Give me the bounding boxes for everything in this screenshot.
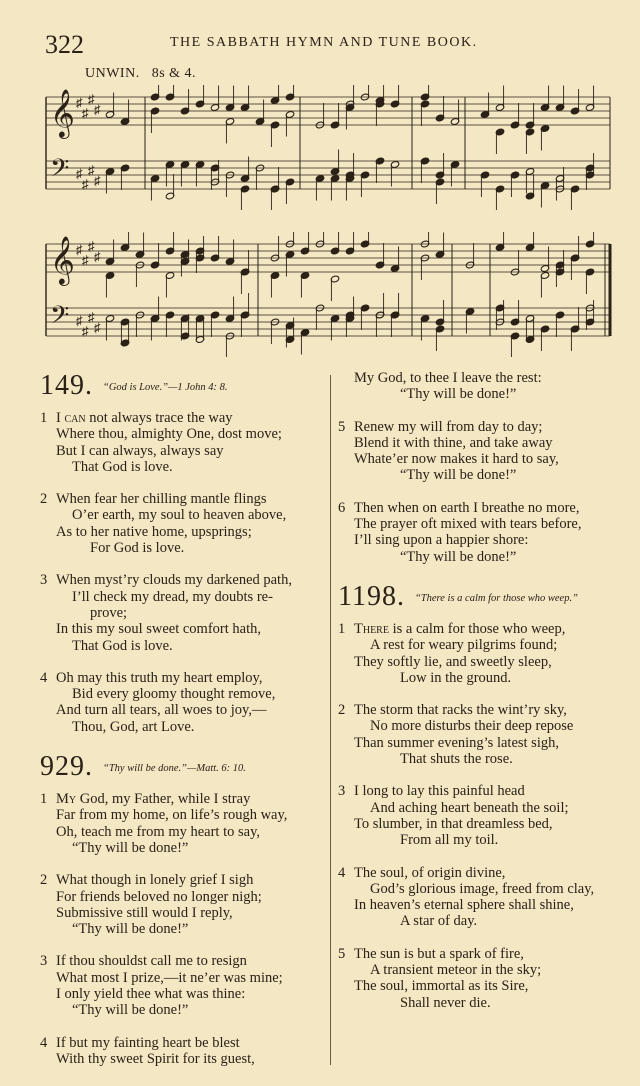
svg-text:♯: ♯ (76, 95, 83, 110)
svg-text:♯: ♯ (88, 309, 95, 325)
verse-text: For God is love. (90, 540, 185, 557)
verse-text: And turn all tears, all woes to joy,— (56, 702, 267, 719)
verse-number: 1 (338, 620, 346, 637)
verse-line (338, 702, 613, 718)
verse-line (40, 889, 325, 905)
svg-text:♯: ♯ (82, 252, 89, 268)
verse-line (40, 953, 325, 969)
verse-line (40, 905, 325, 921)
verse-number: 5 (338, 945, 346, 962)
verse-text: The storm that racks the wint’ry sky, (354, 702, 567, 719)
verse-line (40, 1035, 325, 1051)
verse-text: Far from my home, on life’s rough way, (56, 807, 288, 824)
verse-text: “Thy will be done!” (400, 548, 517, 565)
verse-line (338, 386, 613, 402)
verse-line (338, 621, 613, 637)
verse-line (338, 978, 613, 994)
page-number: 322 (45, 30, 84, 59)
verse-line (338, 654, 613, 670)
verse-number: 2 (40, 872, 48, 889)
verse-number: 6 (338, 499, 346, 516)
stanza (40, 670, 325, 735)
verse-text: That God is love. (72, 458, 173, 475)
verse-text: Oh may this truth my heart employ, (56, 669, 263, 686)
stanza (338, 702, 613, 767)
verse-line (40, 459, 325, 475)
svg-text:♯: ♯ (94, 320, 101, 335)
svg-text:♯: ♯ (82, 176, 89, 192)
verse-line (40, 605, 325, 621)
verse-line (338, 532, 613, 548)
verse-line (40, 686, 325, 702)
verse-text: Blend it with thine, and take away (354, 434, 553, 451)
verse-line (338, 735, 613, 751)
verse-line (338, 946, 613, 962)
verse-line (40, 507, 325, 523)
hymn-reference: “God is Love.”—1 John 4: 8. (103, 382, 228, 393)
verse-text: Low in the ground. (400, 669, 512, 686)
verse-line (40, 970, 325, 986)
column-divider (330, 375, 331, 1065)
verse-text: The sun is but a spark of fire, (354, 945, 524, 962)
svg-text:♯: ♯ (94, 102, 101, 117)
svg-text:𝄢: 𝄢 (50, 154, 70, 189)
verse-line (40, 791, 325, 807)
verse-line (338, 467, 613, 483)
verse-text: Submissive still would I reply, (56, 904, 233, 921)
svg-text:♯: ♯ (76, 313, 83, 328)
verse-text: What though in lonely grief I sigh (56, 872, 254, 889)
verse-line (40, 702, 325, 718)
verse-line (40, 426, 325, 442)
hymn-number: 929. (40, 751, 93, 783)
verse-text: God, my Father, while I stray (76, 791, 251, 808)
verse-text: I’ll sing upon a happier shore: (354, 532, 529, 549)
verse-text: Thou, God, art Love. (72, 718, 195, 735)
verse-text: I’ll check my dread, my doubts re- (72, 588, 273, 605)
svg-text:♯: ♯ (88, 238, 95, 254)
stanza-continuation (338, 370, 613, 403)
left-column (40, 370, 325, 1083)
verse-text: The soul, immortal as its Sire, (354, 978, 529, 995)
verse-text: To slumber, in that dreamless bed, (354, 815, 553, 832)
verse-line (40, 1051, 325, 1067)
verse-number: 4 (40, 1034, 48, 1051)
verse-text: In heaven’s eternal sphere shall shine, (354, 897, 574, 914)
verse-number: 2 (40, 491, 48, 508)
verse-number: 4 (40, 669, 48, 686)
music-score-system-2 (40, 232, 615, 357)
stanza (338, 946, 613, 1011)
verse-text: For friends beloved no longer nigh; (56, 888, 262, 905)
verse-text: Bid every gloomy thought remove, (72, 686, 276, 703)
verse-text: Then when on earth I breathe no more, (354, 499, 580, 516)
verse-line (40, 621, 325, 637)
verse-number: 3 (40, 953, 48, 970)
verse-line (40, 589, 325, 605)
verse-text: That God is love. (72, 637, 173, 654)
svg-text:♯: ♯ (94, 249, 101, 264)
verse-text: A transient meteor in the sky; (370, 962, 542, 979)
verse-first-word: My (56, 791, 77, 808)
verse-line (338, 865, 613, 881)
verse-line (338, 881, 613, 897)
verse-text: prove; (90, 604, 128, 621)
verse-text: I only yield thee what was thine: (56, 986, 246, 1003)
stanza (338, 783, 613, 848)
verse-text: Where thou, almighty One, dost move; (56, 426, 282, 443)
stanza (40, 953, 325, 1018)
verse-text: My God, to thee I leave the rest: (354, 370, 542, 386)
stanza (338, 621, 613, 686)
stanza (40, 410, 325, 475)
verse-text: With thy sweet Spirit for its guest, (56, 1050, 255, 1067)
verse-line (338, 516, 613, 532)
verse-line (338, 751, 613, 767)
verse-line (40, 524, 325, 540)
verse-line (338, 435, 613, 451)
verse-line (40, 986, 325, 1002)
verse-text: I long to lay this painful head (354, 783, 525, 800)
verse-text: They softly lie, and sweetly sleep, (354, 653, 552, 670)
verse-text: Renew my will from day to day; (354, 418, 543, 435)
verse-text: If but my fainting heart be blest (56, 1034, 240, 1051)
running-title: THE SABBATH HYMN AND TUNE BOOK. (170, 35, 478, 50)
stanza (40, 1035, 325, 1068)
verse-text: If thou shouldst call me to resign (56, 953, 247, 970)
tune-name: UNWIN. (85, 66, 140, 81)
verse-line (40, 670, 325, 686)
verse-text: is a calm for those who weep, (388, 620, 566, 637)
svg-text:♯: ♯ (88, 91, 95, 107)
verse-text: Whate’er now makes it hard to say, (354, 451, 559, 468)
svg-text:♯: ♯ (94, 173, 101, 188)
verse-text: A rest for weary pilgrims found; (370, 637, 558, 654)
verse-line (40, 443, 325, 459)
hymn-heading (40, 370, 325, 410)
svg-text:♯: ♯ (76, 242, 83, 257)
verse-line (338, 718, 613, 734)
verse-number: 1 (40, 791, 48, 808)
verse-text: From all my toil. (400, 832, 499, 849)
verse-line (338, 783, 613, 799)
verse-line (40, 491, 325, 507)
stanza (40, 872, 325, 937)
verse-line (338, 800, 613, 816)
hymn-number: 149. (40, 370, 93, 401)
verse-line (40, 921, 325, 937)
verse-line (40, 807, 325, 823)
verse-text: O’er earth, my soul to heaven above, (72, 507, 287, 524)
verse-number: 2 (338, 702, 346, 719)
verse-text: That shuts the rose. (400, 751, 513, 768)
verse-text: In this my soul sweet comfort hath, (56, 621, 261, 638)
stanza (40, 491, 325, 556)
verse-text: Than summer evening’s latest sigh, (354, 734, 559, 751)
verse-text: No more disturbs their deep repose (370, 718, 574, 735)
verse-text: “Thy will be done!” (400, 467, 517, 484)
verse-line (338, 637, 613, 653)
verse-line (40, 638, 325, 654)
hymn-number: 1198. (338, 580, 405, 612)
svg-text:♯: ♯ (88, 162, 95, 178)
verse-number: 1 (40, 410, 48, 426)
verse-line (338, 832, 613, 848)
verse-line (338, 500, 613, 516)
verse-line (338, 419, 613, 435)
verse-text: Shall never die. (400, 994, 491, 1011)
verse-text: A star of day. (400, 913, 478, 930)
hymn-reference: “Thy will be done.”—Matt. 6: 10. (103, 763, 246, 775)
verse-text: God’s glorious image, freed from clay, (370, 880, 595, 897)
stanza (40, 572, 325, 653)
verse-line (40, 572, 325, 588)
svg-text:♯: ♯ (82, 323, 89, 339)
verse-first-word: There (354, 620, 389, 637)
verse-text: “Thy will be done!” (72, 839, 189, 856)
tune-header (85, 66, 196, 82)
verse-text: The prayer oft mixed with tears before, (354, 516, 582, 533)
verse-text: “Thy will be done!” (400, 386, 517, 403)
verse-line (338, 962, 613, 978)
verse-text: But I can always, always say (56, 442, 224, 459)
verse-line (338, 897, 613, 913)
verse-line (338, 549, 613, 565)
verse-line (40, 824, 325, 840)
stanza (338, 500, 613, 565)
svg-text:𝄞: 𝄞 (50, 235, 75, 284)
verse-first-word: I can (56, 410, 86, 426)
verse-number: 5 (338, 418, 346, 435)
hymn-reference: “There is a calm for those who weep.” (414, 592, 578, 604)
verse-text: When myst’ry clouds my darkened path, (56, 572, 292, 589)
verse-text: As to her native home, upsprings; (56, 523, 252, 540)
verse-text: And aching heart beneath the soil; (370, 799, 569, 816)
svg-text:♯: ♯ (82, 105, 89, 121)
verse-line (40, 719, 325, 735)
verse-text: Oh, teach me from my heart to say, (56, 823, 261, 840)
hymn-heading (338, 581, 613, 621)
verse-line (40, 840, 325, 856)
verse-text: What most I prize,—it ne’er was mine; (56, 969, 283, 986)
stanza (40, 791, 325, 856)
stanza (338, 865, 613, 930)
hymn-heading (40, 751, 325, 791)
verse-text: not always trace the way (85, 410, 233, 426)
verse-line (338, 370, 613, 386)
verse-text: The soul, of origin divine, (354, 864, 506, 881)
verse-line (338, 816, 613, 832)
verse-text: “Thy will be done!” (72, 921, 189, 938)
verse-number: 3 (338, 783, 346, 800)
verse-text: “Thy will be done!” (72, 1002, 189, 1019)
stanza (338, 419, 613, 484)
verse-line (40, 540, 325, 556)
music-score-system-1 (40, 85, 615, 210)
verse-line (40, 410, 325, 426)
verse-number: 4 (338, 864, 346, 881)
verse-line (338, 451, 613, 467)
verse-line (338, 995, 613, 1011)
verse-line (40, 1002, 325, 1018)
verse-number: 3 (40, 572, 48, 589)
verse-line (338, 913, 613, 929)
verse-text: When fear her chilling mantle flings (56, 491, 267, 508)
tune-meter: 8s & 4. (151, 66, 197, 81)
svg-text:𝄢: 𝄢 (50, 301, 70, 336)
verse-line (338, 670, 613, 686)
right-column (338, 370, 613, 1027)
svg-text:♯: ♯ (76, 166, 83, 181)
verse-line (40, 872, 325, 888)
svg-text:𝄞: 𝄞 (50, 88, 75, 137)
